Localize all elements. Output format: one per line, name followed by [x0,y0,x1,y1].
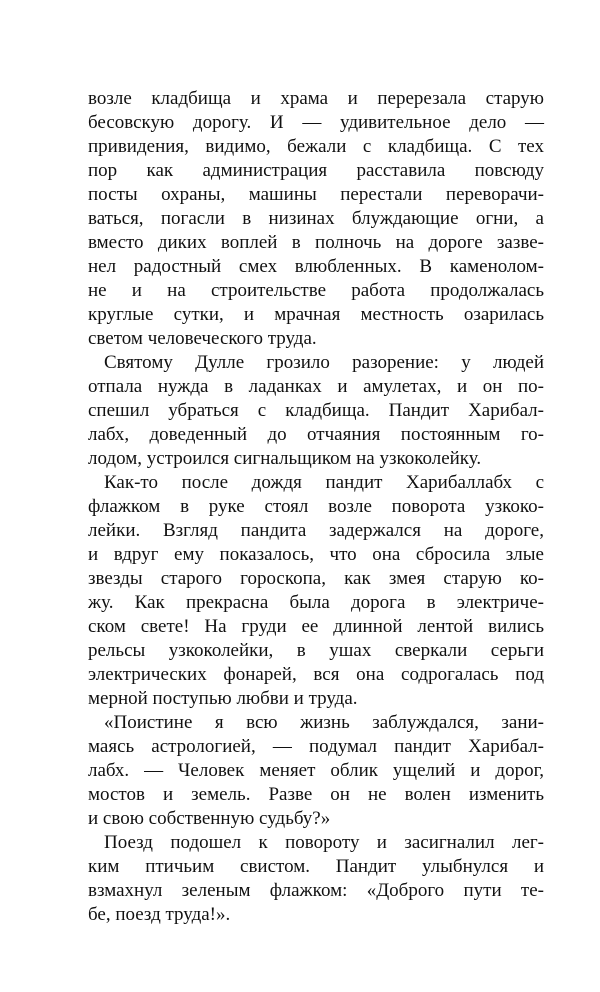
text-line: вместо диких воплей в полночь на дороге зазве- [88,232,544,253]
text-line: лейки. Взгляд пандита задержался на дороге, [88,520,544,541]
text-line: светом человеческого труда. [88,328,317,349]
text-line: Как-то после дождя пандит Харибаллабх с [104,472,544,493]
text-line: отпала нужда в ладанках и амулетах, и он по- [88,376,544,397]
text-line: и свою собственную судьбу?» [88,808,331,829]
text-line: бесовскую дорогу. И — удивительное дело — [88,112,544,133]
text-line: звезды старого гороскопа, как змея старую ко- [88,568,544,589]
text-line: «Поистине я всю жизнь заблуждался, зани- [104,712,544,733]
text-line: рельсы узкоколейки, в ушах сверкали серьги [88,640,544,661]
text-line: возле кладбища и храма и перерезала старую [88,88,544,109]
text-line: ском свете! На груди ее длинной лентой вились [88,616,544,637]
text-line: пор как администрация расставила повсюду [88,160,544,181]
text-line: взмахнул зеленым флажком: «Доброго пути те- [88,880,544,901]
text-line: мостов и земель. Разве он не волен изменить [88,784,544,805]
paragraph [88,351,544,471]
text-line: бе, поезд труда!». [88,904,231,925]
paragraph [88,471,544,711]
text-line: спешил убраться с кладбища. Пандит Харибал- [88,400,544,421]
text-line: электрических фонарей, вся она содрогалась под [88,664,544,685]
book-page-text [88,87,544,927]
text-line: лабх. — Человек меняет облик ущелий и дорог, [88,760,544,781]
text-line: привидения, видимо, бежали с кладбища. С тех [88,136,544,157]
paragraph [88,87,544,351]
text-line: Поезд подошел к повороту и засигналил лег- [104,832,544,853]
text-line: посты охраны, машины перестали переворачи- [88,184,544,205]
text-line: ваться, погасли в низинах блуждающие огни, а [88,208,544,229]
text-line: не и на строительстве работа продолжалась [88,280,544,301]
text-line: жу. Как прекрасна была дорога в электриче- [88,592,544,613]
text-line: и вдруг ему показалось, что она сбросила злые [88,544,544,565]
text-line: лодом, устроился сигнальщиком на узкоколейку. [88,448,482,469]
text-line: ким птичьим свистом. Пандит улыбнулся и [88,856,544,877]
text-line: Святому Дулле грозило разорение: у людей [104,352,544,373]
paragraph [88,711,544,831]
text-line: нел радостный смех влюбленных. В каменолом- [88,256,544,277]
text-line: лабх, доведенный до отчаяния постоянным го- [88,424,544,445]
paragraph [88,831,544,927]
text-line: круглые сутки, и мрачная местность озарилась [88,304,544,325]
text-line: флажком в руке стоял возле поворота узкоко- [88,496,544,517]
text-line: мерной поступью любви и труда. [88,688,358,709]
text-line: маясь астрологией, — подумал пандит Харибал- [88,736,544,757]
